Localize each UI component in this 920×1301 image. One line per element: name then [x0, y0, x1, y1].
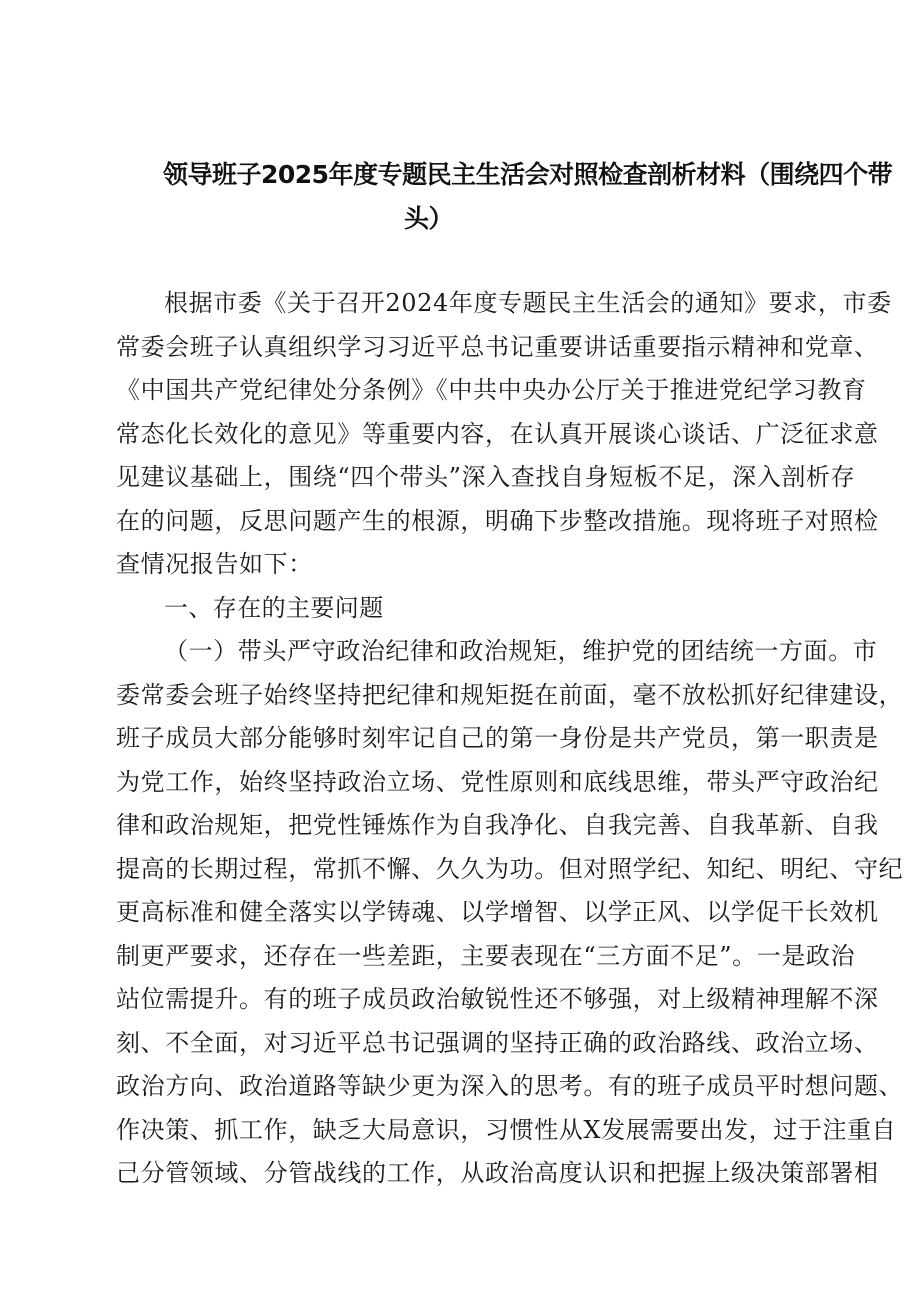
- document-body: [116, 282, 904, 1196]
- body-line: 委常委会班子始终坚持把纪律和规矩挺在前面，毫不放松抓好纪律建设，: [116, 680, 904, 709]
- intro-line: 根据市委《关于召开2024年度专题民主生活会的通知》要求，市委: [164, 289, 892, 317]
- body-line: 为党工作，始终坚持政治立场、党性原则和底线思维，带头严守政治纪: [116, 767, 879, 796]
- body-line: 律和政治规矩，把党性锤炼作为自我净化、自我完善、自我革新、自我: [116, 811, 879, 839]
- intro-line: 见建议基础上，围绕“四个带头”深入查找自身短板不足，深入剖析存: [116, 463, 856, 491]
- body-line: 站位需提升。有的班子成员政治敏锐性还不够强，对上级精神理解不深: [116, 985, 879, 1013]
- intro-line: 常态化长效化的意见》等重要内容，在认真开展谈心谈话、广泛征求意: [116, 419, 879, 448]
- body-line: （一）带头严守政治纪律和政治规矩，维护党的团结统一方面。市: [164, 637, 878, 665]
- body-line: 制更严要求，还存在一些差距，主要表现在“三方面不足”。一是政治: [116, 941, 856, 970]
- intro-line: 《中国共产党纪律处分条例》《中共中央办公厅关于推进党纪学习教育: [116, 376, 867, 404]
- body-line: 提高的长期过程，常抓不懈、久久为功。但对照学纪、知纪、明纪、守纪: [116, 854, 904, 883]
- body-line: 政治方向、政治道路等缺少更为深入的思考。有的班子成员平时想问题、: [116, 1072, 904, 1100]
- section-heading: 一、存在的主要问题: [164, 593, 384, 622]
- body-line: 更高标准和健全落实以学铸魂、以学增智、以学正风、以学促干长效机: [116, 898, 879, 926]
- intro-line: 常委会班子认真组织学习习近平总书记重要讲话重要指示精神和党章、: [116, 332, 879, 361]
- body-line: 刻、不全面，对习近平总书记强调的坚持正确的政治路线、政治立场、: [116, 1028, 879, 1057]
- intro-line: 查情况报告如下：: [116, 550, 313, 578]
- document-title-line-2: 头）: [404, 204, 454, 233]
- body-line: 作决策、抓工作，缺乏大局意识，习惯性从X发展需要出发，过于注重自: [116, 1115, 897, 1144]
- body-line: 班子成员大部分能够时刻牢记自己的第一身份是共产党员，第一职责是: [116, 724, 879, 752]
- body-line: 己分管领域、分管战线的工作，从政治高度认识和把握上级决策部署相: [116, 1159, 879, 1187]
- intro-line: 在的问题，反思问题产生的根源，明确下步整改措施。现将班子对照检: [116, 506, 879, 535]
- document-title-line-1: 领导班子2025年度专题民主生活会对照检查剖析材料（围绕四个带: [163, 160, 893, 189]
